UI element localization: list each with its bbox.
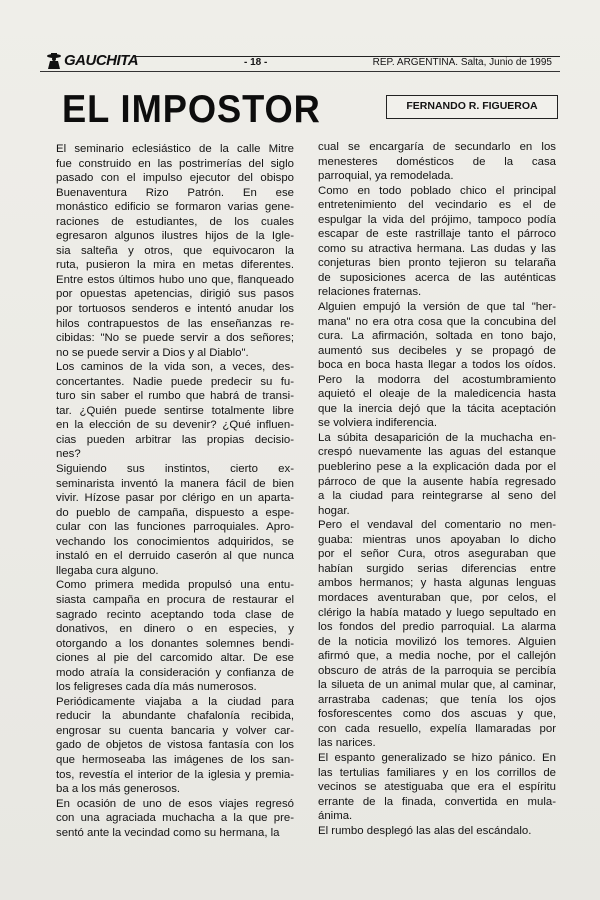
page-number: - 18 - (244, 57, 268, 68)
text-line: monástico edificio se formaron varias gene- (56, 201, 294, 214)
paragraph (56, 695, 294, 797)
text-line: cias pueden arbitrar las propias decisio- (56, 433, 294, 446)
text-line: La súbita desaparición de la muchacha en- (318, 431, 556, 444)
text-line: entretenimiento del vecindario es el de (318, 199, 556, 212)
text-line: de la noticia movilizó los temores. Alguien (318, 635, 556, 648)
text-line: habían surgido serias diferencias entre (318, 562, 556, 575)
paragraph (56, 797, 294, 841)
text-line: sagrado recinto aceptando toda clase de (56, 608, 294, 621)
text-line: ánima. (318, 810, 353, 823)
text-line: relaciones fraternas. (318, 286, 422, 299)
text-line: sia salteña y otros, que equivocaron la (56, 244, 294, 257)
text-line: do pueblo de campaña, dispuesto a espe- (56, 506, 294, 519)
text-line: afirmó que, a media noche, por el callejón (318, 650, 556, 663)
text-line: Pero el vendaval del comentario no men- (318, 519, 556, 532)
text-line: cura. La afirmación, soltada en tono bajo, (318, 330, 556, 343)
text-line: que la inercia dejó que la tácita aceptación (318, 402, 556, 415)
text-line: que hermoseaba las imágenes de los san- (56, 753, 294, 766)
text-line: en la elección de su devenir? ¿Qué influen- (56, 419, 294, 432)
text-line: ambos hermanos; y hasta algunas lenguas (318, 577, 556, 590)
text-line: cibidas: "No se puede servir a dos señores; (56, 332, 294, 345)
text-line: reducir la abundante chafalonía recibida, (56, 710, 294, 723)
text-line: por opuestas apetencias, dirigió sus pasos (56, 288, 294, 301)
text-line: cual se encargaría de secundarlo en los (318, 141, 556, 153)
text-line: seminarista inventó la manera fácil de bien (56, 477, 294, 490)
text-line: parroquial, ya remodelada. (318, 170, 454, 183)
text-line: En ocasión de uno de esos viajes regresó (56, 797, 294, 810)
text-line: cular con las funciones parroquiales. Apro- (56, 521, 294, 534)
paragraph (318, 751, 556, 824)
text-line: espulgar la vida del prójimo, tampoco podía (318, 213, 556, 226)
text-line: engrosar su cuenta bancaria y volver car- (56, 724, 294, 737)
paragraph (318, 431, 556, 518)
text-line: raciones de estudiantes, de los cuales (56, 215, 294, 228)
publication-info: REP. ARGENTINA. Salta, Junio de 1995 (372, 57, 552, 68)
gaucho-icon (46, 52, 62, 70)
text-line: ruta, pusieron la mira en metas diferentes. (56, 259, 294, 272)
text-line: no se puede servir a Dios y al Diablo". (56, 346, 249, 359)
text-line: aumentó sus decibeles y se propagó de (318, 344, 556, 357)
text-line: tar. ¿Quién puede sentirse totalmente libre (56, 404, 294, 417)
text-line: El espanto generalizado se hizo pánico. En (318, 751, 556, 764)
text-line: los feligreses cada día más numerosos. (56, 681, 257, 694)
text-line: siasta campaña en procura de restaurar el (56, 593, 294, 606)
text-line: otorgando a los donantes solemnes bendi- (56, 637, 294, 650)
paragraph (318, 518, 556, 751)
text-line: ba a los más generosos. (56, 783, 181, 796)
text-line: Periódicamente viajaba a la ciudad para (56, 695, 294, 708)
text-line: escapar de este rastrillaje tanto el párroco (318, 228, 556, 241)
text-line: vecinos se atestiguaba que era el espíritu (318, 781, 556, 794)
left-column (56, 142, 294, 840)
text-line: párroco de que la ausente había regresado (318, 475, 556, 488)
text-line: de suposiciones acerca de las auténticas (318, 271, 556, 284)
paragraph (56, 578, 294, 694)
text-line: mana" no era otra cosa que la concubina del (318, 315, 556, 328)
page-header (40, 50, 560, 72)
text-line: las tertulias familiares y en los corrillos de (318, 766, 556, 779)
text-line: turo sin saber el rumbo que habrá de transi- (56, 390, 294, 403)
text-line: obscuro de atrás de la parroquia se percibía (318, 664, 556, 677)
article-title: EL IMPOSTOR (62, 88, 321, 131)
text-line: Buenaventura Rizo Patrón. En ese (56, 186, 294, 199)
text-line: crespó nuevamente las aguas del estanque (318, 446, 556, 459)
paragraph (318, 824, 556, 839)
paragraph (318, 184, 556, 300)
text-line: menesteres domésticos de la casa (318, 155, 556, 168)
author-byline: FERNANDO R. FIGUEROA (386, 95, 558, 119)
text-line: por el señor Cura, otros aseguraban que (318, 548, 556, 561)
text-line: llegaba cura alguno. (56, 564, 159, 577)
text-line: Siguiendo sus instintos, cierto ex- (56, 463, 294, 476)
text-line: fue construido en las postrimerías del siglo (56, 157, 294, 170)
text-line: con una agraciada muchacha a la que pre- (56, 812, 294, 825)
text-line: la silueta de un animal mular que, al caminar, (318, 679, 556, 692)
text-line: Entre estos últimos hubo uno que, flanqueado (56, 273, 294, 286)
text-line: concertantes. Nadie puede predecir su fu- (56, 375, 294, 388)
text-line: con cada resuello, expelía llamaradas por (318, 722, 556, 735)
paragraph (56, 142, 294, 360)
text-line: Los caminos de la vida son, a veces, des- (56, 361, 294, 374)
text-line: instaló en el derruido caserón al que nunca (56, 550, 294, 563)
text-line: sentó ante la vecindad como su hermana, la (56, 826, 280, 839)
text-line: pueblerino pese a la explicación dada por el (318, 461, 556, 474)
text-line: pasado con el impulso ejecutor del obispo (56, 172, 294, 185)
text-line: modo atraía la consideración y confianza de (56, 666, 294, 679)
text-line: conjeturas bien pronto tejieron su telaraña (318, 257, 556, 270)
text-line: nes? (56, 448, 81, 461)
paragraph (56, 360, 294, 462)
text-line: aquietó el oleaje de la maledicencia hasta (318, 388, 556, 401)
paragraph (56, 462, 294, 578)
text-line: hilos contrapuestos de las enseñanzas re- (56, 317, 294, 330)
text-line: errante de la finada, convertida en mula- (318, 795, 556, 808)
text-line: ciones al pie del carcomido altar. De ese (56, 652, 294, 665)
text-line: a la ciudad para reintegrarse al seno del (318, 490, 556, 503)
text-line: egresaron algunos ilustres hijos de la Igle- (56, 230, 294, 243)
text-line: por tortuosos senderos e intentó anudar los (56, 303, 294, 316)
text-line: fosforescentes como dos ascuas y que, (318, 708, 556, 721)
text-line: Como primera medida propulsó una entu- (56, 579, 294, 592)
text-line: vivir. Hízose pasar por clérigo en un aparta- (56, 492, 294, 505)
text-line: donativos, en dinero o en especies, y (56, 623, 294, 636)
text-line: clérigo la había matado y luego sepultado en (318, 606, 556, 619)
text-line: gado de objetos de vistosa fantasía con los (56, 739, 294, 752)
text-line: El rumbo desplegó las alas del escándalo. (318, 824, 532, 837)
text-line: hogar. (318, 504, 350, 517)
logo (46, 50, 138, 70)
text-line: las narices. (318, 737, 376, 750)
text-line: tos, revestía el interior de la iglesia y premia- (56, 768, 294, 781)
text-line: como su atractiva hermana. Las dudas y las (318, 242, 556, 255)
text-line: mordaces aventuraban que, por celos, el (318, 591, 556, 604)
paragraph (318, 300, 556, 431)
paragraph (318, 140, 556, 184)
text-line: vechando los conocimientos adquiridos, se (56, 535, 294, 548)
text-line: boca en boca hasta llegar a todos los oídos. (318, 359, 556, 372)
logo-text: GAUCHITA (64, 52, 139, 69)
text-line: los fondos del predio parroquial. La alarma (318, 621, 556, 634)
text-line: Alguien empujó la versión de que tal "her- (318, 301, 556, 314)
text-line: Como en todo poblado chico el principal (318, 184, 556, 197)
text-line: El seminario eclesiástico de la calle Mitre (56, 143, 294, 155)
text-line: Pero la modorra del acostumbramiento (318, 373, 556, 386)
text-line: se volviera indiferencia. (318, 417, 438, 430)
right-column (318, 140, 556, 838)
header-rule-bottom (40, 71, 560, 72)
text-line: arrastraba cadenas; que tenía los ojos (318, 693, 556, 706)
text-line: guaba: mientras unos apoyaban lo dicho (318, 533, 556, 546)
